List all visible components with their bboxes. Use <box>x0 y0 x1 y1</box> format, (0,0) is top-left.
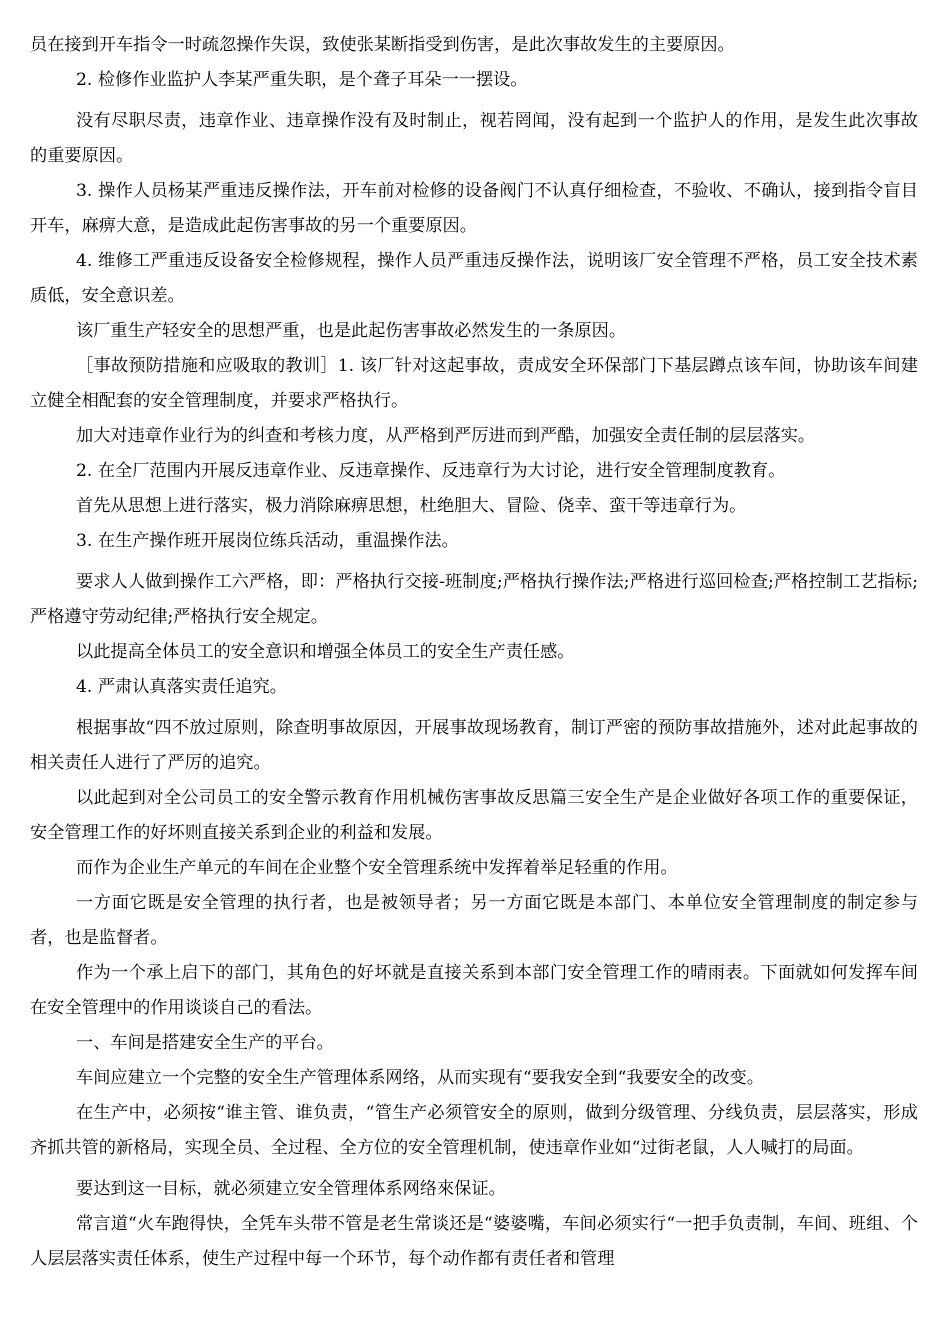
paragraph-13: 以此提高全体员工的安全意识和增强全体员工的安全生产责任感。 <box>76 642 575 662</box>
paragraph-19: 作为一个承上启下的部门，其角色的好坏就是直接关系到本部门安全管理工作的晴雨表。下面就如何发挥车间在安全管理中的作用谈谈自己的看法。 <box>30 963 918 1018</box>
paragraph-11: 3. 在生产操作班开展岗位练兵活动，重温操作法。 <box>76 531 459 551</box>
paragraph-3: 没有尽职尽责，违章作业、违章操作没有及时制止，视若罔闻，没有起到一个监护人的作用，是发生此次事故的重要原因。 <box>30 111 918 166</box>
paragraph-1: 员在接到开车指令一时疏忽操作失误，致使张某断指受到伤害，是此次事故发生的主要原因。 <box>30 35 735 55</box>
paragraph-14: 4. 严肃认真落实责任追究。 <box>76 677 287 697</box>
paragraph-24: 常言道“火车跑得快，全凭车头带不管是老生常谈还是“婆婆嘴，车间必须实行“一把手负责制，车间、班组、个人层层落实责任体系，使生产过程中每一个环节，每个动作都有责任者和管理 <box>30 1214 918 1269</box>
paragraph-17: 而作为企业生产单元的车间在企业整个安全管理系统中发挥着举足轻重的作用。 <box>76 858 678 878</box>
paragraph-15: 根据事故“四不放过原则，除查明事故原因，开展事故现场教育，制订严密的预防事故措施外，述对此起事故的相关责任人进行了严厉的追究。 <box>30 718 918 773</box>
paragraph-4: 3. 操作人员杨某严重违反操作法，开车前对检修的设备阀门不认真仔细检查，不验收、不确认，接到指令盲目开车，麻痹大意，是造成此起伤害事故的另一个重要原因。 <box>30 181 918 236</box>
paragraph-18: 一方面它既是安全管理的执行者，也是被领导者；另一方面它既是本部门、本单位安全管理制度的制定参与者，也是监督者。 <box>30 893 918 948</box>
paragraph-8: 加大对违章作业行为的纠查和考核力度，从严格到严厉进而到严酷，加强安全责任制的层层落实。 <box>76 426 816 446</box>
paragraph-5: 4. 维修工严重违反设备安全检修规程，操作人员严重违反操作法，说明该厂安全管理不严格，员工安全技术素质低，安全意识差。 <box>30 251 918 306</box>
paragraph-16: 以此起到对全公司员工的安全警示教育作用机械伤害事故反思篇三安全生产是企业做好各项工作的重要保证，安全管理工作的好坏则直接关系到企业的利益和发展。 <box>30 788 918 843</box>
paragraph-6: 该厂重生产轻安全的思想严重，也是此起伤害事故必然发生的一条原因。 <box>76 321 627 341</box>
paragraph-22: 在生产中，必须按“谁主管、谁负责，“管生产必须管安全的原则，做到分级管理、分线负责，层层落实，形成齐抓共管的新格局，实现全员、全过程、全方位的安全管理机制，使违章作业如“过街老鼠，人人喊打的局面。 <box>30 1103 918 1158</box>
paragraph-12: 要求人人做到操作工六严格，即：严格执行交接-班制度;严格执行操作法;严格进行巡回检查;严格控制工艺指标;严格遵守劳动纪律;严格执行安全规定。 <box>30 572 918 627</box>
paragraph-20: 一、车间是搭建安全生产的平台。 <box>76 1033 334 1053</box>
paragraph-2: 2. 检修作业监护人李某严重失职，是个聋子耳朵一一摆设。 <box>76 70 528 90</box>
paragraph-21: 车间应建立一个完整的安全生产管理体系网络，从而实现有“要我安全到“我要安全的改变。 <box>76 1068 764 1088</box>
paragraph-9: 2. 在全厂范围内开展反违章作业、反违章操作、反违章行为大讨论，进行安全管理制度教育。 <box>76 461 786 481</box>
paragraph-7: ［事故预防措施和应吸取的教训］1. 该厂针对这起事故，责成安全环保部门下基层蹲点该车间，协助该车间建立健全相配套的安全管理制度，并要求严格执行。 <box>30 356 918 411</box>
paragraph-10: 首先从思想上进行落实，极力消除麻痹思想，杜绝胆大、冒险、侥幸、蛮干等违章行为。 <box>76 496 747 516</box>
paragraph-23: 要达到这一目标，就必须建立安全管理体系网络來保证。 <box>76 1179 506 1199</box>
document-page <box>30 28 918 1277</box>
